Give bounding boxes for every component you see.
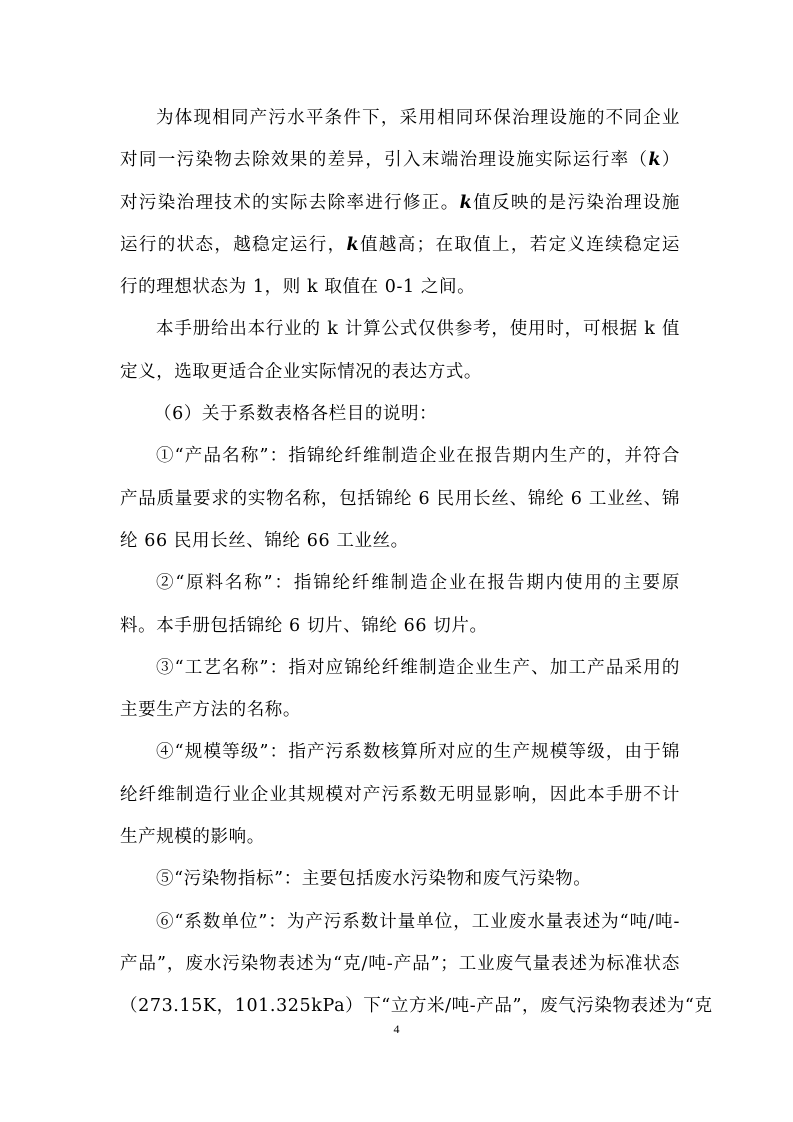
- text-line: ④“规模等级”：指产污系数核算所对应的生产规模等级，由于锦: [156, 742, 680, 763]
- text-line: 行的理想状态为 1，则 k 取值在 0-1 之间。: [120, 277, 476, 298]
- text-line: 对同一污染物去除效果的差异，引入末端治理设施实际运行率（k）: [120, 150, 680, 171]
- text-line: 料。本手册包括锦纶 6 切片、锦纶 66 切片。: [120, 615, 488, 636]
- text-line: 对污染治理技术的实际去除率进行修正。k值反映的是污染治理设施: [120, 192, 680, 213]
- text-line: 本手册给出本行业的 k 计算公式仅供参考，使用时，可根据 k 值: [156, 319, 680, 340]
- text-line: （273.15K，101.325kPa）下“立方米/吨-产品”，废气污染物表述为“克: [120, 996, 713, 1017]
- text-line: 纶 66 民用长丝、锦纶 66 工业丝。: [120, 530, 409, 551]
- text-line: 生产规模的影响。: [120, 827, 265, 848]
- text-line: 纶纤维制造行业企业其规模对产污系数无明显影响，因此本手册不计: [120, 784, 680, 805]
- text-line: 为体现相同产污水平条件下，采用相同环保治理设施的不同企业: [156, 108, 680, 128]
- text-line: 运行的状态，越稳定运行，k值越高；在取值上，若定义连续稳定运: [120, 234, 680, 255]
- text-line: 产品质量要求的实物名称，包括锦纶 6 民用长丝、锦纶 6 工业丝、锦: [120, 488, 680, 509]
- text-line: ①“产品名称”：指锦纶纤维制造企业在报告期内生产的，并符合: [156, 446, 680, 467]
- section-heading: （6）关于系数表格各栏目的说明：: [154, 404, 438, 425]
- text-line: ⑤“污染物指标”：主要包括废水污染物和废气污染物。: [156, 869, 592, 890]
- text-line: ②“原料名称”：指锦纶纤维制造企业在报告期内使用的主要原: [156, 573, 680, 594]
- document-body: [120, 97, 713, 1028]
- text-line: 定义，选取更适合企业实际情况的表达方式。: [120, 361, 482, 382]
- text-line: ③“工艺名称”：指对应锦纶纤维制造企业生产、加工产品采用的: [156, 657, 680, 678]
- text-line: ⑥“系数单位”：为产污系数计量单位，工业废水量表述为“吨/吨-: [156, 911, 680, 932]
- text-line: 产品”，废水污染物表述为“克/吨-产品”；工业废气量表述为标准状态: [120, 953, 680, 974]
- page-number: 4: [393, 1022, 400, 1036]
- text-line: 主要生产方法的名称。: [120, 700, 301, 721]
